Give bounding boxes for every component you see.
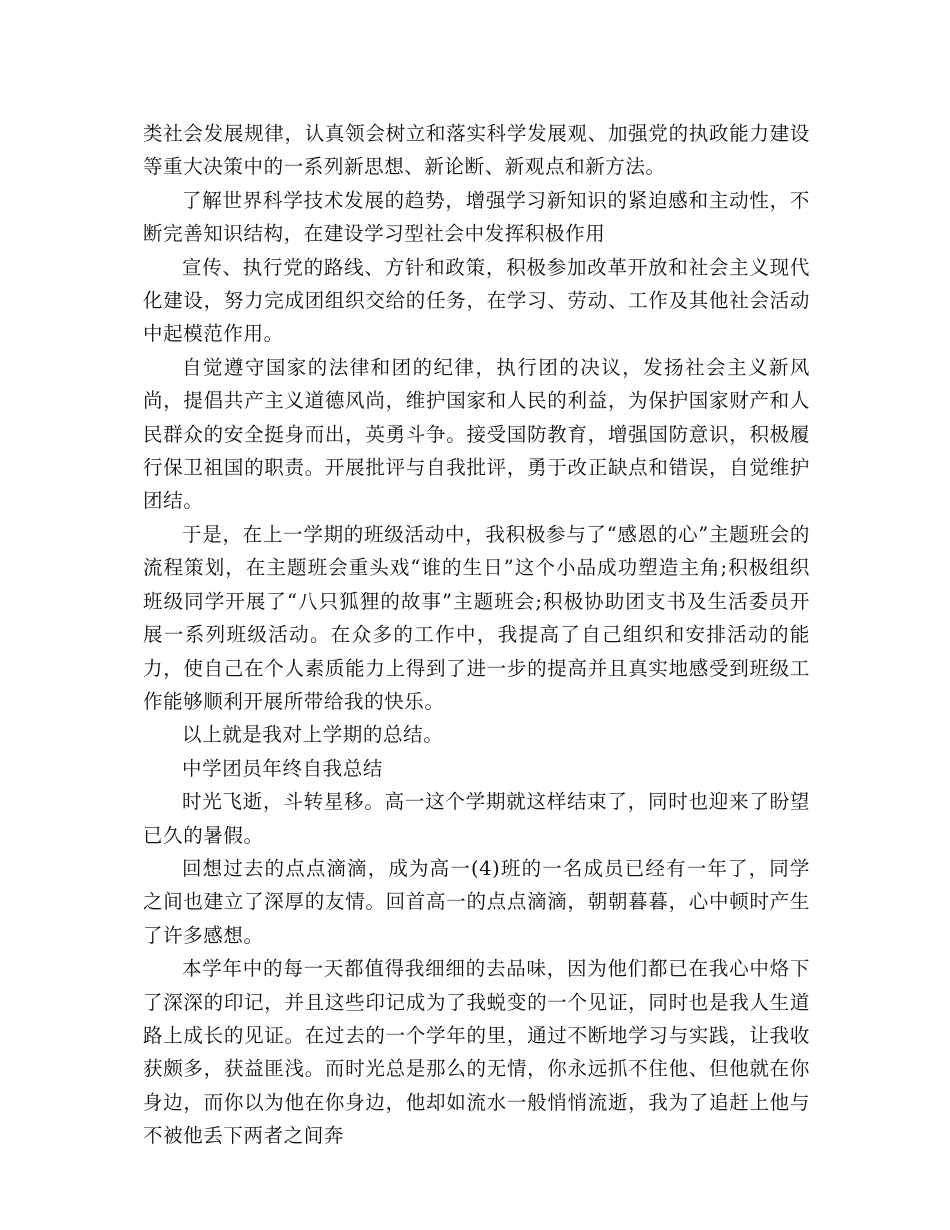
paragraph-1-continued: 类社会发展规律，认真领会树立和落实科学发展观、加强党的执政能力建设等重大决策中的一系列新思想、新论断、新观点和新方法。 xyxy=(143,122,810,179)
paragraph-2: 了解世界科学技术发展的趋势，增强学习新知识的紧迫感和主动性，不断完善知识结构，在建设学习型社会中发挥积极作用 xyxy=(143,188,810,246)
paragraph-6: 以上就是我对上学期的总结。 xyxy=(182,723,444,747)
paragraph-10: 本学年中的每一天都值得我细细的去品味，因为他们都已在我心中烙下了深深的印记，并且这些印记成为了我蜕变的一个见证，同时也是我人生道路上成长的见证。在过去的一个学年的里，通过不断地学习与实践，让我收获颇多，获益匪浅。而时光总是那么的无情，你永远抓不住他、但他就在你身边，而你以为他在你身边，他却如流水一般悄悄流逝，我为了追赶上他与不被他丢下两者之间奔 xyxy=(143,957,810,1148)
document-body xyxy=(143,117,810,1153)
paragraph-3: 宣传、执行党的路线、方针和政策，积极参加改革开放和社会主义现代化建设，努力完成团组织交给的任务，在学习、劳动、工作及其他社会活动中起模范作用。 xyxy=(143,255,810,346)
paragraph-4: 自觉遵守国家的法律和团的纪律，执行团的决议，发扬社会主义新风尚，提倡共产主义道德风尚，维护国家和人民的利益，为保护国家财产和人民群众的安全挺身而出，英勇斗争。接受国防教育，增强国防意识，积极履行保卫祖国的职责。开展批评与自我批评，勇于改正缺点和错误，自觉维护团结。 xyxy=(143,355,810,513)
paragraph-8: 时光飞逝，斗转星移。高一这个学期就这样结束了，同时也迎来了盼望已久的暑假。 xyxy=(143,790,810,847)
section-title: 中学团员年终自我总结 xyxy=(182,756,384,780)
paragraph-5: 于是，在上一学期的班级活动中，我积极参与了“感恩的心”主题班会的流程策划，在主题班会重头戏“谁的生日”这个小品成功塑造主角;积极组织班级同学开展了“八只狐狸的故事”主题班会;积极协助团支书及生活委员开展一系列班级活动。在众多的工作中，我提高了自己组织和安排活动的能力，使自己在个人素质能力上得到了进一步的提高并且真实地感受到班级工作能够顺利开展所带给我的快乐。 xyxy=(143,522,810,713)
paragraph-9: 回想过去的点点滴滴，成为高一(4)班的一名成员已经有一年了，同学之间也建立了深厚的友情。回首高一的点点滴滴，朝朝暮暮，心中顿时产生了许多感想。 xyxy=(143,856,810,947)
